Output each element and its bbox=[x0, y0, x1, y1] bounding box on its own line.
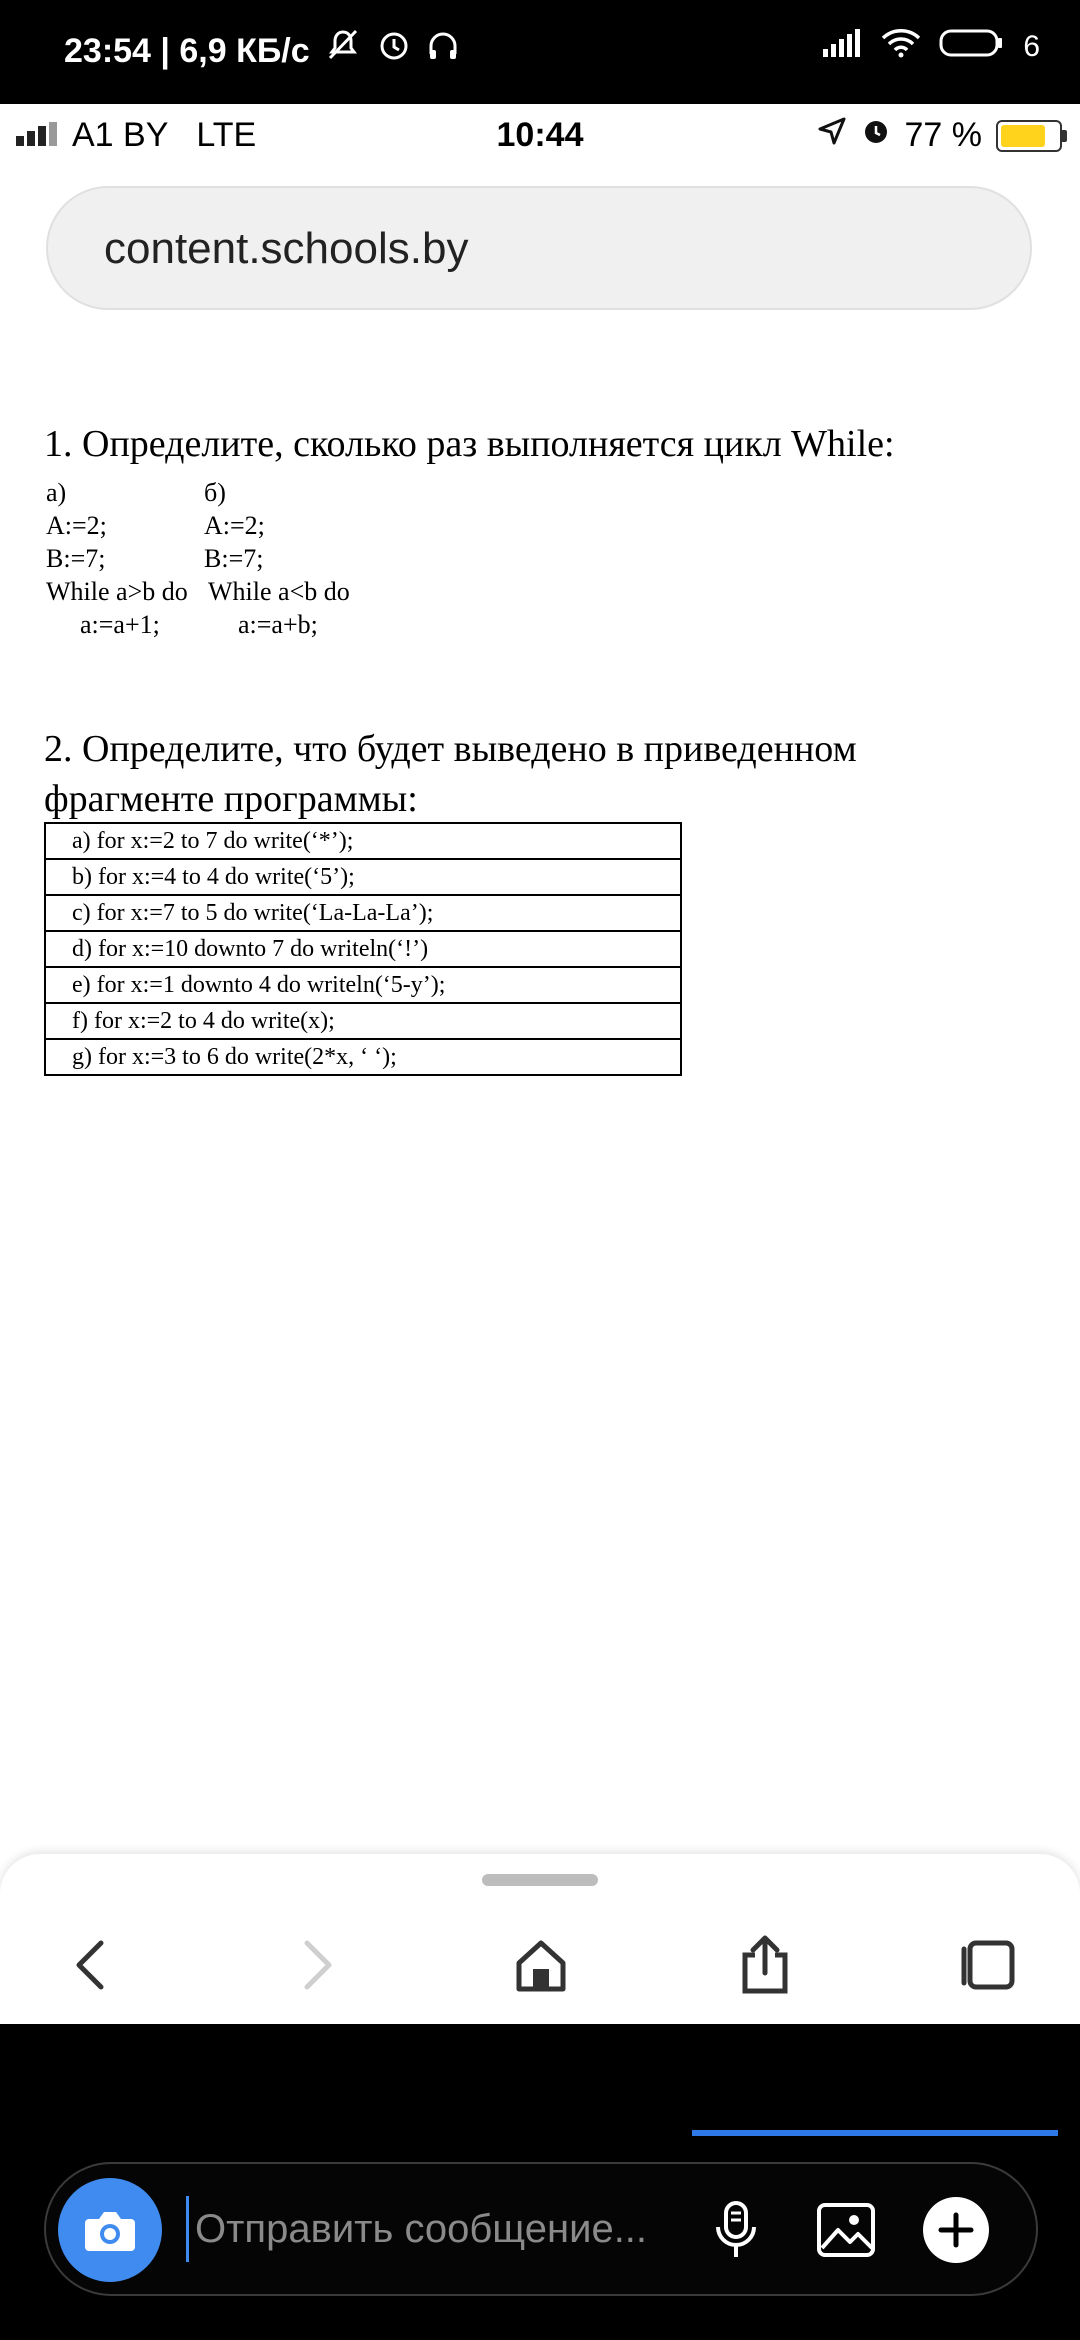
table-row bbox=[45, 859, 681, 895]
battery-icon bbox=[939, 28, 1005, 66]
inner-clock: 10:44 bbox=[496, 116, 584, 154]
message-highlight-bar bbox=[692, 2130, 1058, 2136]
q1-a-line: a:=a+1; bbox=[80, 610, 160, 639]
drag-handle[interactable] bbox=[482, 1874, 598, 1886]
q1-b-line: a:=a+b; bbox=[238, 610, 318, 639]
status-left: 23:54 | 6,9 КБ/с bbox=[64, 28, 460, 71]
table-row bbox=[45, 823, 681, 859]
program-table bbox=[44, 822, 682, 1076]
message-input[interactable] bbox=[186, 2196, 717, 2262]
add-button[interactable] bbox=[916, 2190, 996, 2270]
address-bar[interactable] bbox=[46, 186, 1032, 310]
carrier-name: A1 BY bbox=[72, 116, 169, 154]
table-cell: b) for x:=4 to 4 do write(‘5’); bbox=[45, 859, 681, 895]
mute-icon bbox=[325, 28, 361, 71]
share-button[interactable] bbox=[720, 1920, 810, 2010]
q1-a-label: а) bbox=[46, 478, 67, 507]
home-button[interactable] bbox=[496, 1920, 586, 2010]
q1-b-line: B:=7; bbox=[204, 544, 264, 573]
q1-b-line: A:=2; bbox=[204, 511, 265, 540]
status-right bbox=[823, 28, 1040, 66]
url-text: content.schools.by bbox=[104, 224, 469, 273]
table-cell: d) for x:=10 downto 7 do writeln(‘!’) bbox=[45, 931, 681, 967]
inner-status-bar bbox=[0, 104, 1080, 170]
back-button[interactable] bbox=[46, 1920, 136, 2010]
network-speed: 6,9 КБ/с bbox=[179, 32, 310, 70]
alarm-icon bbox=[861, 116, 891, 155]
q1-a-line: While a>b do bbox=[46, 577, 188, 606]
battery-icon bbox=[996, 120, 1062, 152]
q1-title: 1. Определите, сколько раз выполняется цикл While: bbox=[44, 423, 895, 465]
table-cell: c) for x:=7 to 5 do write(‘La-La-La’); bbox=[45, 895, 681, 931]
shared-screenshot bbox=[0, 104, 1080, 2024]
network-type: LTE bbox=[196, 116, 257, 154]
q1-b-label: б) bbox=[204, 478, 226, 507]
q1-a-line: A:=2; bbox=[46, 511, 107, 540]
wifi-icon bbox=[881, 28, 921, 66]
camera-button[interactable] bbox=[58, 2178, 162, 2282]
battery-percent: 6 bbox=[1023, 30, 1040, 63]
q2-title: 2. Определите, что будет выведено в приведенном фрагменте программы: bbox=[44, 728, 857, 820]
alarm-icon bbox=[377, 28, 411, 71]
table-row bbox=[45, 967, 681, 1003]
table-cell: e) for x:=1 downto 4 do writeln(‘5-y’); bbox=[45, 967, 681, 1003]
q1-a-line: B:=7; bbox=[46, 544, 106, 573]
browser-toolbar bbox=[0, 1854, 1080, 2024]
table-cell: g) for x:=3 to 6 do write(2*x, ‘ ‘); bbox=[45, 1039, 681, 1075]
headphones-icon bbox=[426, 28, 460, 71]
microphone-button[interactable] bbox=[696, 2190, 776, 2270]
location-arrow-icon bbox=[817, 116, 847, 155]
table-cell: a) for x:=2 to 7 do write(‘*’); bbox=[45, 823, 681, 859]
tabs-button[interactable] bbox=[944, 1920, 1034, 2010]
q1-b-line: While a<b do bbox=[208, 577, 350, 606]
status-time: 23:54 bbox=[64, 32, 151, 70]
table-row bbox=[45, 1039, 681, 1075]
cell-signal-icon bbox=[823, 29, 863, 65]
table-row bbox=[45, 931, 681, 967]
gallery-button[interactable] bbox=[806, 2190, 886, 2270]
table-row bbox=[45, 895, 681, 931]
table-row bbox=[45, 1003, 681, 1039]
inner-status-right bbox=[817, 116, 1063, 155]
forward-button[interactable] bbox=[272, 1920, 362, 2010]
phone-status-bar bbox=[0, 0, 1080, 104]
table-cell: f) for x:=2 to 4 do write(x); bbox=[45, 1003, 681, 1039]
battery-percent: 77 % bbox=[904, 116, 982, 154]
